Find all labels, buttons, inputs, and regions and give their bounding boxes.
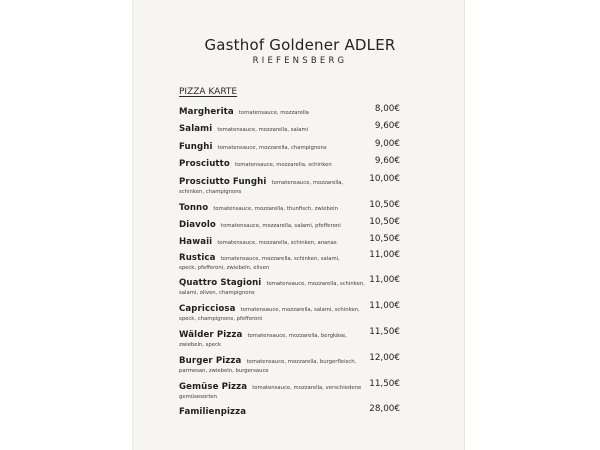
- item-description: tomatensauce, mozzarella, schinken,: [266, 281, 365, 287]
- item-name: Familienpizza: [179, 407, 247, 417]
- menu-item: [179, 403, 404, 419]
- item-price: 10,50€: [369, 200, 400, 210]
- item-name: Margherita: [179, 107, 234, 117]
- item-name: Quattro Stagioni: [179, 278, 262, 288]
- item-description-continued: zwiebeln, speck: [179, 342, 222, 348]
- item-description: tomatensauce, mozzarella, verschiedene: [252, 385, 362, 391]
- item-description: tomatensauce, mozzarella, salami, schinken,: [240, 307, 360, 313]
- pizza-list: [179, 103, 404, 419]
- menu-item: [179, 199, 404, 216]
- section-title: PIZZA KARTE: [179, 87, 238, 97]
- menu-item: [179, 326, 404, 352]
- item-description: tomatensauce, mozzarella, bergkäse,: [247, 333, 347, 339]
- menu-item: [179, 352, 404, 378]
- item-price: 9,60€: [374, 156, 400, 166]
- item-price: 9,00€: [374, 139, 400, 149]
- item-name: Rustica: [179, 253, 216, 263]
- restaurant-name: Gasthof Goldener ADLER: [204, 36, 396, 54]
- menu-item: [179, 138, 404, 155]
- item-name: Wälder Pizza: [179, 330, 243, 340]
- item-price: 10,50€: [369, 217, 400, 227]
- item-name: Funghi: [179, 142, 213, 152]
- item-name: Capricciosa: [179, 304, 236, 314]
- item-description: tomatensauce, mozzarella, salami, pfefferoni: [221, 223, 341, 229]
- item-description-continued: parmesan, zwiebeln, burgersauce: [179, 368, 269, 374]
- item-name: Prosciutto Funghi: [179, 177, 267, 187]
- item-description: tomatensauce, mozzarella, schinken, salami,: [220, 256, 340, 262]
- item-name: Prosciutto: [179, 159, 230, 169]
- menu-item: [179, 155, 404, 173]
- item-description: tomatensauce, mozzarella: [238, 110, 309, 116]
- item-name: Gemüse Pizza: [179, 382, 248, 392]
- item-description-continued: schinken, champignons: [179, 189, 242, 195]
- item-price: 11,00€: [369, 250, 400, 260]
- item-description: tomatensauce, mozzarella, thunfisch, zwiebeln: [213, 206, 338, 212]
- item-price: 11,50€: [369, 327, 400, 337]
- item-description: tomatensauce, mozzarella, burgerfleisch,: [246, 359, 357, 365]
- item-name: Tonno: [179, 203, 209, 213]
- item-description-continued: gemüsesorten: [179, 394, 218, 400]
- item-price: 10,00€: [369, 174, 400, 184]
- item-price: 10,50€: [369, 234, 400, 244]
- menu-item: [179, 249, 404, 274]
- item-description: tomatensauce, mozzarella, schinken: [234, 162, 332, 168]
- item-name: Hawaii: [179, 237, 213, 247]
- item-name: Burger Pizza: [179, 356, 242, 366]
- item-description-continued: salami, oliven, champignons: [179, 290, 255, 296]
- item-description-continued: speck, champignons, pfefferoni: [179, 316, 263, 322]
- item-price: 9,60€: [374, 121, 400, 131]
- item-description: tomatensauce, mozzarella,: [271, 180, 344, 186]
- item-description: tomatensauce, mozzarella, champignons: [217, 145, 327, 151]
- restaurant-location: RIEFENSBERG: [252, 56, 348, 66]
- menu-item: [179, 233, 404, 249]
- item-price: 11,00€: [369, 275, 400, 285]
- item-price: 11,50€: [369, 379, 400, 389]
- menu-item: [179, 300, 404, 326]
- item-price: 12,00€: [369, 353, 400, 363]
- menu-item: [179, 378, 404, 403]
- item-price: 11,00€: [369, 301, 400, 311]
- menu-item: [179, 274, 404, 300]
- item-price: 28,00€: [369, 404, 400, 414]
- item-description: tomatensauce, mozzarella, salami: [217, 127, 309, 133]
- item-name: Diavolo: [179, 220, 216, 230]
- item-name: Salami: [179, 124, 213, 134]
- item-description: tomatensauce, mozzarella, schinken, ananas: [217, 240, 337, 246]
- item-description-continued: speck, pfefferoni, zwiebeln, oliven: [179, 265, 270, 271]
- item-price: 8,00€: [374, 104, 400, 114]
